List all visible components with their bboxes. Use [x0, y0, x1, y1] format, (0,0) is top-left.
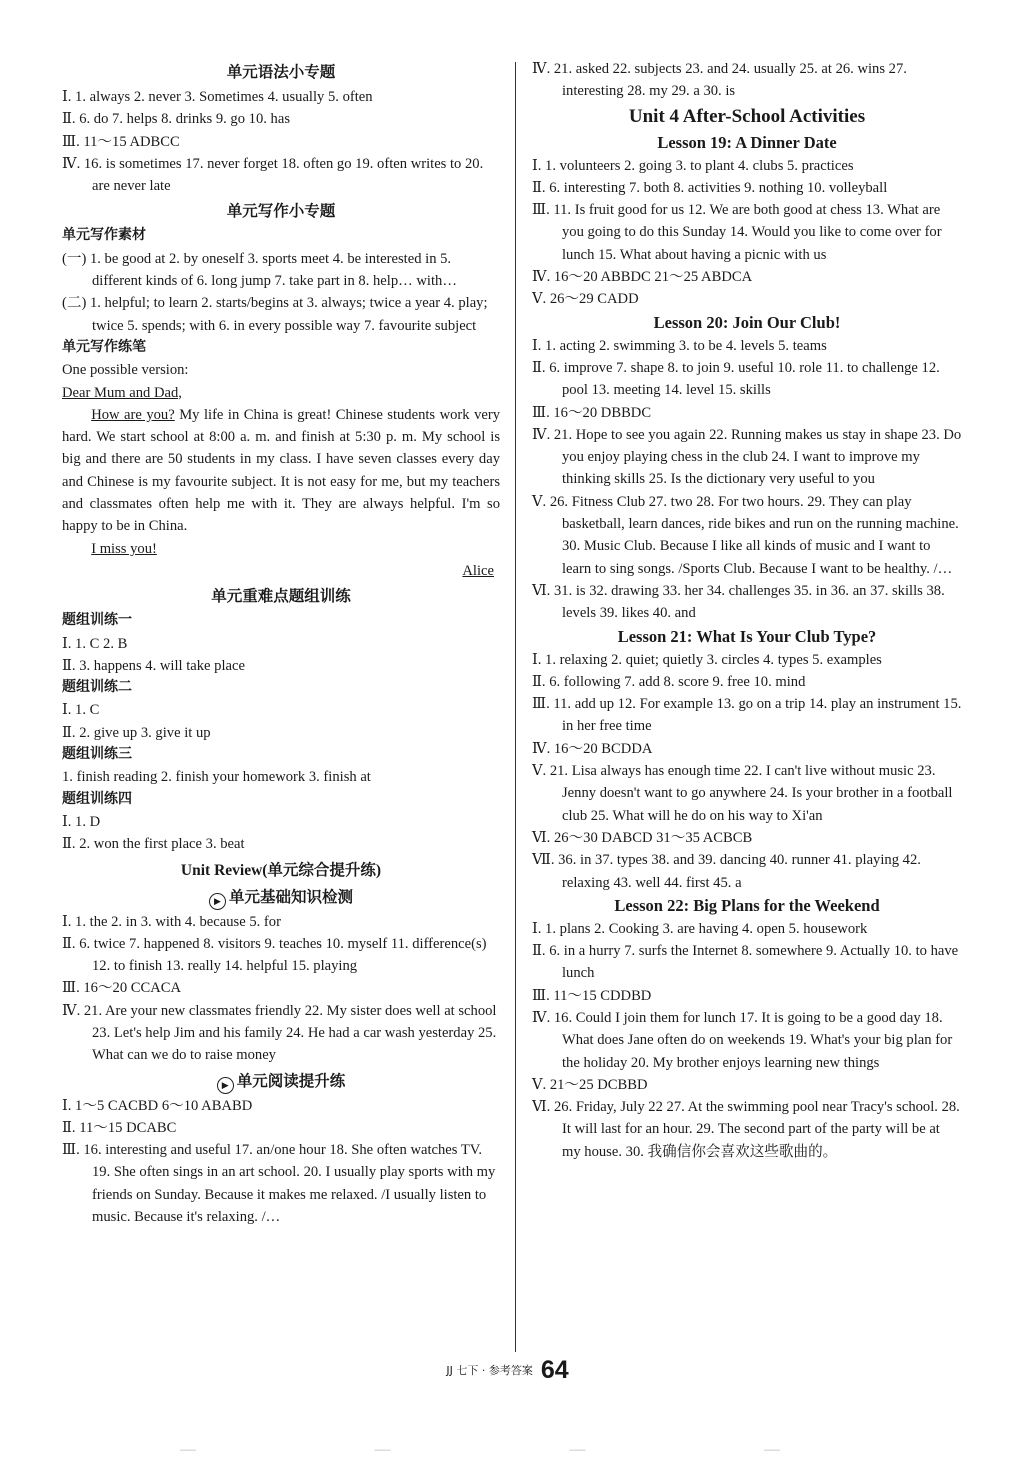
answer-line: Ⅰ. 1. the 2. in 3. with 4. because 5. for — [62, 913, 281, 930]
answer-line: Ⅱ. 3. happens 4. will take place — [62, 657, 245, 674]
answer-line: Ⅲ. 16. interesting and useful 17. an/one hour 18. She often watches TV. 19. She often sings in an art school. 20. I usually play sports with my friends on Sunday. Because it makes me relaxed. /I usually listen to music. Because it's relaxing. /… — [62, 1142, 496, 1226]
lesson-heading: Lesson 19: A Dinner Date — [657, 132, 837, 152]
answer-line: Ⅲ. 11. Is fruit good for us 12. We are both good at chess 13. What are you going to do this Sunday 14. Would you like to come over for lunch 15. What about having a picnic with us — [532, 202, 942, 263]
answer-line: Ⅲ. 11～15 ADBCC — [62, 133, 180, 150]
answer-line: Ⅲ. 11. add up 12. For example 13. go on a trip 14. play an instrument 15. in her free time — [532, 696, 962, 735]
closing-text: I miss you! — [91, 540, 157, 557]
answer-line: Ⅱ. 6. twice 7. happened 8. visitors 9. teaches 10. myself 11. difference(s) 12. to finish 13. really 14. helpful 15. playing — [62, 935, 487, 975]
lesson-heading: Lesson 20: Join Our Club! — [653, 312, 841, 332]
answer-line: (一) 1. be good at 2. by oneself 3. sports meet 4. be interested in 5. different kinds of 6. long jump 7. take part in 8. help… with… — [62, 250, 457, 290]
section-heading: Unit Review(单元综合提升练) — [180, 861, 382, 879]
footer-label: JJ 七下 · 参考答案 — [446, 1364, 533, 1377]
answer-line: Ⅵ. 26～30 DABCD 31～35 ACBCB — [532, 829, 753, 846]
answer-line: Ⅱ. 6. interesting 7. both 8. activities 9. nothing 10. volleyball — [532, 179, 888, 196]
answer-line: Ⅰ. 1. D — [62, 813, 101, 830]
bottom-marks: — — — — — [180, 1441, 780, 1458]
unit-heading: Unit 4 After-School Activities — [628, 105, 866, 127]
circle-heading — [62, 886, 500, 910]
answer-line: Ⅱ. 2. won the first place 3. beat — [62, 836, 245, 853]
letter-text: My life in China is great! Chinese students work very hard. We start school at 8:00 a. m. and finish at 5:30 p. m. My school is big and there are 50 students in my class. I have seven classes every day and Chinese is my favourite subject. It is not easy for me, but my teachers and classmates often help me with it. They are always helpful. I'm so happy to be in China. — [62, 406, 501, 535]
circle-heading-text: 单元阅读提升练 — [236, 1072, 346, 1090]
circle-heading — [62, 1070, 500, 1094]
lesson-heading: Lesson 21: What Is Your Club Type? — [617, 626, 877, 646]
answer-line: Ⅰ. 1. C — [62, 702, 100, 719]
answer-line: Ⅱ. 6. in a hurry 7. surfs the Internet 8. somewhere 9. Actually 10. to have lunch — [532, 943, 959, 982]
answer-line: Ⅳ. 21. Are your new classmates friendly 22. My sister does well at school 23. Let's help Jim and his family 24. He had a car wash yesterday 25. What can we do to raise money — [62, 1002, 497, 1064]
answer-line: Ⅳ. 16. Could I join them for lunch 17. It is going to be a good day 18. What does Jane often do on weekends 19. What's your big plan for the holiday 20. My brother enjoys learning new things — [532, 1009, 953, 1071]
answer-line: Ⅴ. 26. Fitness Club 27. two 28. For two hours. 29. They can play basketball, learn dances, ride bikes and run on the running machine. 30. Music Club. Because I like all kinds of music and I want to learn to sing songs. /Sports Club. Because I want to be healthy. /… — [532, 493, 959, 577]
letter-opening: How are you? — [91, 406, 175, 423]
section-heading: 单元重难点题组训练 — [211, 588, 351, 606]
answer-line: Ⅰ. 1～5 CACBD 6～10 ABABD — [62, 1097, 253, 1114]
text-line: One possible version: — [62, 362, 189, 379]
sub-heading: 题组训练四 — [62, 791, 132, 807]
answer-line: Ⅰ. 1. acting 2. swimming 3. to be 4. levels 5. teams — [532, 337, 827, 354]
answer-line: Ⅴ. 26～29 CADD — [532, 291, 639, 308]
play-circle-icon: ▶ — [217, 1077, 234, 1094]
answer-line: Ⅰ. 1. plans 2. Cooking 3. are having 4. open 5. housework — [532, 920, 868, 937]
answer-line: Ⅲ. 11～15 CDDBD — [532, 987, 652, 1004]
letter-body — [62, 404, 500, 538]
answer-line: Ⅰ. 1. volunteers 2. going 3. to plant 4. clubs 5. practices — [532, 157, 854, 174]
section-heading: 单元写作小专题 — [226, 203, 336, 221]
answer-line: Ⅳ. 16～20 ABBDC 21～25 ABDCA — [532, 269, 753, 286]
answer-line: Ⅴ. 21～25 DCBBD — [532, 1076, 648, 1093]
answer-line: Ⅰ. 1. C 2. B — [62, 635, 128, 652]
answer-line: Ⅵ. 31. is 32. drawing 33. her 34. challenges 35. in 36. an 37. skills 38. levels 39. likes 40. and — [532, 582, 945, 622]
sub-heading: 题组训练一 — [62, 613, 132, 629]
answer-line: Ⅲ. 16～20 DBBDC — [532, 404, 652, 421]
circle-heading-text: 单元基础知识检测 — [228, 888, 353, 906]
answer-line: Ⅱ. 6. improve 7. shape 8. to join 9. useful 10. role 11. to challenge 12. pool 13. meeting 14. level 15. skills — [532, 359, 940, 399]
page-number: 64 — [540, 1356, 569, 1384]
answer-line: Ⅱ. 6. following 7. add 8. score 9. free 10. mind — [532, 673, 806, 690]
page-footer — [0, 1356, 1015, 1385]
answer-line: Ⅱ. 2. give up 3. give it up — [62, 724, 211, 741]
sub-heading: 题组训练二 — [62, 680, 132, 696]
answer-line: Ⅱ. 6. do 7. helps 8. drinks 9. go 10. has — [62, 111, 291, 128]
answer-line: Ⅳ. 21. Hope to see you again 22. Running makes us stay in shape 23. Do you enjoy playing chess in the club 24. I want to improve my thinking skills 25. Is the dictionary very useful to you — [532, 426, 962, 488]
answer-line: Ⅵ. 26. Friday, July 22 27. At the swimming pool near Tracy's school. 28. It will last for an hour. 29. The second part of the party will be at my house. 30. 我确信你会喜欢这些歌曲的。 — [532, 1099, 960, 1160]
answer-line: Ⅳ. 16～20 BCDDA — [532, 740, 653, 757]
sub-heading: 单元写作练笔 — [62, 339, 146, 355]
answer-line: Ⅳ. 21. asked 22. subjects 23. and 24. usually 25. at 26. wins 27. interesting 28. my 29. a 30. is — [532, 61, 907, 100]
answer-line: (二) 1. helpful; to learn 2. starts/begins at 3. always; twice a year 4. play; twice 5. spends; with 6. in every possible way 7. favourite subject — [62, 295, 488, 334]
sub-heading: 单元写作素材 — [62, 228, 146, 244]
letter-closing — [62, 538, 500, 560]
answer-line: Ⅲ. 16～20 CCACA — [62, 980, 182, 997]
lesson-heading: Lesson 22: Big Plans for the Weekend — [614, 895, 880, 915]
answer-line: Ⅱ. 11～15 DCABC — [62, 1119, 177, 1136]
right-column — [532, 58, 962, 1163]
sub-heading: 题组训练三 — [62, 747, 132, 763]
play-circle-icon: ▶ — [209, 893, 226, 910]
answer-line: Ⅳ. 16. is sometimes 17. never forget 18. often go 19. often writes to 20. are never late — [62, 155, 484, 195]
answer-line: Ⅰ. 1. relaxing 2. quiet; quietly 3. circles 4. types 5. examples — [532, 651, 882, 668]
section-heading: 单元语法小专题 — [226, 64, 336, 81]
letter-greeting: Dear Mum and Dad, — [62, 384, 182, 401]
answer-line: Ⅰ. 1. always 2. never 3. Sometimes 4. usually 5. often — [62, 89, 373, 105]
letter-signature: Alice — [462, 562, 494, 579]
answer-line: Ⅴ. 21. Lisa always has enough time 22. I can't live without music 23. Jenny doesn't want to go anywhere 24. Is your brother in a football club 25. What will he do on his way to Xi'an — [532, 763, 953, 824]
left-column — [62, 58, 500, 1228]
answer-line: Ⅶ. 36. in 37. types 38. and 39. dancing 40. runner 41. playing 42. relaxing 43. well 44. first 45. a — [532, 852, 921, 891]
text-line: 1. finish reading 2. finish your homework 3. finish at — [62, 769, 371, 786]
column-divider — [515, 62, 516, 1352]
